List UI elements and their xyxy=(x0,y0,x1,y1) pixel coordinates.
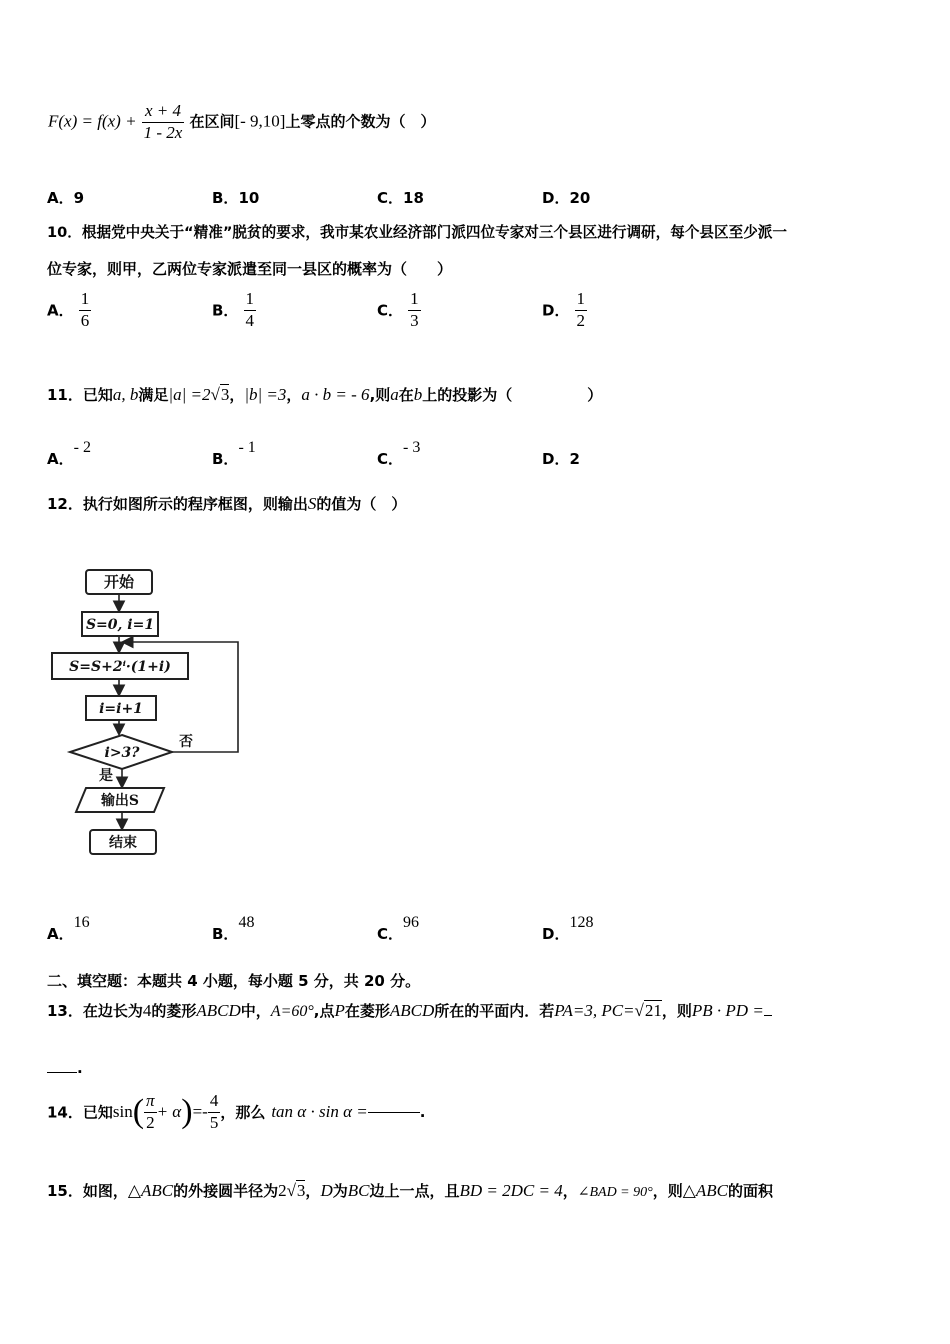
option-label: D． xyxy=(542,189,570,207)
q9-interval: [- 9,10] xyxy=(234,111,286,131)
frac-num: π xyxy=(146,1091,155,1110)
option-label: A． xyxy=(47,301,74,320)
option-label: B． xyxy=(212,301,239,320)
option-label: C． xyxy=(377,925,404,943)
q9-frac-den: 1 - 2x xyxy=(143,122,183,142)
q15-radius: 2 xyxy=(278,1181,287,1200)
q11-abs-a: |a| =2 xyxy=(168,385,211,404)
q13-side: 4 xyxy=(142,1001,152,1020)
q11-sqrt3: 3 xyxy=(220,385,230,404)
q15-triangle2: △ABC xyxy=(682,1181,728,1200)
option-value: - 2 xyxy=(73,439,91,456)
q15-text: ，则 xyxy=(652,1182,683,1200)
option-label: B． xyxy=(212,450,239,468)
q9-frac-num: x + 4 xyxy=(144,101,182,120)
option-label: D． xyxy=(542,925,570,943)
q15-angle: ∠BAD = 90° xyxy=(577,1185,653,1200)
q11-vars: a, b xyxy=(112,385,139,404)
flowchart-no-label: 否 xyxy=(179,734,193,750)
q12-prefix: 12．执行如图所示的程序框图，则输出 xyxy=(47,495,308,513)
flowchart-incr-text: i=i+1 xyxy=(99,701,143,717)
frac-num: 1 xyxy=(410,289,419,308)
q13-P: P xyxy=(334,1001,345,1020)
flowchart-cond-text: i>3? xyxy=(104,745,140,761)
q13-text: ,点 xyxy=(313,1002,335,1020)
option-label: A． xyxy=(47,925,74,943)
q13-line2 xyxy=(47,1058,83,1077)
q11-prefix: 11．已知 xyxy=(47,386,113,404)
option-fraction xyxy=(575,290,588,330)
q12-option-d[interactable] xyxy=(542,911,594,943)
frac-den: 5 xyxy=(209,1112,219,1132)
q14-eq: =- xyxy=(192,1102,208,1122)
option-label: B． xyxy=(212,189,239,207)
q11-option-c[interactable] xyxy=(377,436,421,468)
q9-option-d[interactable] xyxy=(542,187,590,208)
q15-text: ， xyxy=(305,1182,321,1200)
q9-tail: 上零点的个数为（ ） xyxy=(285,112,436,131)
q11-a: a xyxy=(390,385,399,404)
frac-den: 4 xyxy=(245,310,255,330)
option-value: 20 xyxy=(569,189,591,207)
option-value: 16 xyxy=(73,914,90,931)
q14-expr: tan α · sin α = xyxy=(271,1102,368,1122)
option-value: 9 xyxy=(73,189,85,207)
q11-abs-b: |b| =3 xyxy=(244,385,287,404)
q11-option-a[interactable] xyxy=(47,436,91,468)
q11-comma: ， xyxy=(229,386,245,404)
option-value: - 1 xyxy=(238,439,256,456)
q15-sqrt3: 3 xyxy=(296,1181,306,1200)
q13-line: 13．在边长为4的菱形ABCD中，A=60°,点P在菱形ABCD所在的平面内．若PA=3, PC=√21，则PB · PD = xyxy=(47,1000,772,1021)
frac-num: 4 xyxy=(209,1091,219,1110)
q13-angle: A=60° xyxy=(270,1003,314,1020)
q15-text: ， xyxy=(562,1182,578,1200)
q10-option-c[interactable] xyxy=(377,290,421,330)
option-label: C． xyxy=(377,450,404,468)
option-label: D． xyxy=(542,301,570,320)
flowchart xyxy=(44,560,254,870)
q13-abcd: ABCD xyxy=(196,1001,241,1020)
q12-line xyxy=(47,493,406,514)
q9-fraction xyxy=(142,102,185,142)
q12-option-b[interactable] xyxy=(212,911,255,943)
q15-text: 为 xyxy=(332,1182,348,1200)
option-fraction xyxy=(408,290,421,330)
q10-option-a[interactable] xyxy=(47,290,91,330)
frac-den: 3 xyxy=(410,310,419,330)
q10-line2: 位专家，则甲，乙两位专家派遣至同一县区的概率为（ ） xyxy=(47,260,453,278)
option-label: A． xyxy=(47,189,74,207)
q9-line xyxy=(48,102,435,142)
q13-answer-blank-cont[interactable] xyxy=(47,1072,77,1073)
q13-text: 的菱形 xyxy=(151,1002,197,1020)
q10-line1: 10．根据党中央关于“精准”脱贫的要求，我市某农业经济部门派四位专家对三个县区进行调研，每个县区至少派一 xyxy=(47,224,787,241)
q14-arg-fraction xyxy=(144,1092,157,1132)
flowchart-yes-label: 是 xyxy=(99,768,113,784)
q13-expr: PB · PD = xyxy=(691,1001,764,1020)
q15-D: D xyxy=(320,1181,333,1200)
flowchart-update-text: S=S+2ⁱ·(1+i) xyxy=(69,659,171,675)
q13-sqrt21: 21 xyxy=(644,1001,662,1020)
q11-cond-label: 满足 xyxy=(138,386,169,404)
q10-option-b[interactable] xyxy=(212,290,256,330)
option-label: A． xyxy=(47,450,74,468)
flowchart-output-text: 输出S xyxy=(100,793,140,809)
q10-option-d[interactable] xyxy=(542,290,587,330)
q14-sin: sin xyxy=(112,1102,133,1122)
q12-option-c[interactable] xyxy=(377,911,420,943)
option-fraction xyxy=(79,290,92,330)
section2-title: 二、填空题：本题共 4 小题，每小题 5 分，共 20 分。 xyxy=(47,972,421,990)
q11-b: b xyxy=(413,385,423,404)
q9-option-c[interactable] xyxy=(377,187,424,208)
q15-text: 15．如图， xyxy=(47,1182,128,1200)
q13-text: ，则 xyxy=(661,1002,692,1020)
frac-num: 1 xyxy=(245,289,255,308)
q9-option-b[interactable] xyxy=(212,187,259,208)
q14-plus-alpha: + α xyxy=(156,1102,182,1122)
q11-option-b[interactable] xyxy=(212,436,256,468)
q14-value-fraction xyxy=(208,1092,221,1132)
option-value: 2 xyxy=(569,450,580,468)
option-label: D． xyxy=(542,450,570,468)
option-label: B． xyxy=(212,925,239,943)
q14-text: 14．已知 xyxy=(47,1103,113,1122)
option-value: - 3 xyxy=(403,439,421,456)
q11-comma2: ， xyxy=(286,386,302,404)
q14-text: ，那么 xyxy=(220,1103,266,1122)
q14-answer-blank[interactable] xyxy=(368,1112,420,1113)
q14-line: 14．已知sin( $\frac{\pi}{2}$ + α)=- $\frac{4}{5}$ ，那么 tan α · sin α = . xyxy=(47,1091,426,1132)
q15-BC: BC xyxy=(347,1181,370,1200)
q14-end: . xyxy=(419,1103,426,1122)
frac-num: 1 xyxy=(80,289,90,308)
q11-tail: 上的投影为（ ） xyxy=(422,386,603,404)
option-value: 10 xyxy=(238,189,260,207)
q11-option-d[interactable] xyxy=(542,448,580,469)
q15-bd: BD = 2DC = 4 xyxy=(459,1181,563,1200)
flowchart-end-text: 结束 xyxy=(109,835,137,851)
q15-text: 的面积 xyxy=(727,1182,773,1200)
q15-line: 15．如图，△ABC的外接圆半径为2√3，D为BC边上一点，且BD = 2DC = 4，∠BAD = 90°，则△ABC的面积 xyxy=(47,1181,773,1200)
q15-text: 边上一点，且 xyxy=(369,1182,460,1200)
q11-then: ,则 xyxy=(369,386,391,404)
option-label: C． xyxy=(377,189,404,207)
frac-den: 6 xyxy=(80,310,90,330)
q12-tail: 的值为（ ） xyxy=(316,495,407,513)
option-value: 18 xyxy=(403,189,424,207)
q13-text: 中， xyxy=(240,1002,271,1020)
q13-pa: PA=3, PC= xyxy=(554,1001,635,1020)
frac-den: 2 xyxy=(146,1112,155,1132)
q9-option-a[interactable] xyxy=(47,187,84,208)
option-value: 128 xyxy=(569,914,594,931)
frac-den: 2 xyxy=(576,310,586,330)
q15-text: 的外接圆半径为 xyxy=(173,1182,279,1200)
flowchart-init-text: S=0, i=1 xyxy=(85,617,155,633)
q13-answer-blank[interactable] xyxy=(764,1015,772,1016)
q11-dot-product: a · b = - 6 xyxy=(301,385,370,404)
q13-text: 13．在边长为 xyxy=(47,1002,143,1020)
q11-on: 在 xyxy=(398,386,414,404)
q12-S: S xyxy=(307,494,317,513)
option-label: C． xyxy=(377,301,404,320)
option-value: 96 xyxy=(403,914,420,931)
q9-interval-pre: 在区间 xyxy=(189,112,235,131)
q12-option-a[interactable] xyxy=(47,911,90,943)
flowchart-start-text: 开始 xyxy=(103,573,135,591)
option-value: 48 xyxy=(238,914,255,931)
q13-abcd2: ABCD xyxy=(389,1001,435,1020)
q11-line: 11．已知a, b满足|a| =2√3，|b| =3，a · b = - 6,则a在b上的投影为（ ） xyxy=(47,385,603,404)
q15-triangle: △ABC xyxy=(127,1181,174,1200)
option-fraction xyxy=(244,290,257,330)
q9-lhs: F(x) = f(x) + xyxy=(48,111,137,131)
q13-text: 在菱形 xyxy=(344,1002,390,1020)
q13-text: 所在的平面内．若 xyxy=(434,1002,555,1020)
frac-num: 1 xyxy=(576,289,586,308)
q13-end: . xyxy=(77,1059,83,1077)
